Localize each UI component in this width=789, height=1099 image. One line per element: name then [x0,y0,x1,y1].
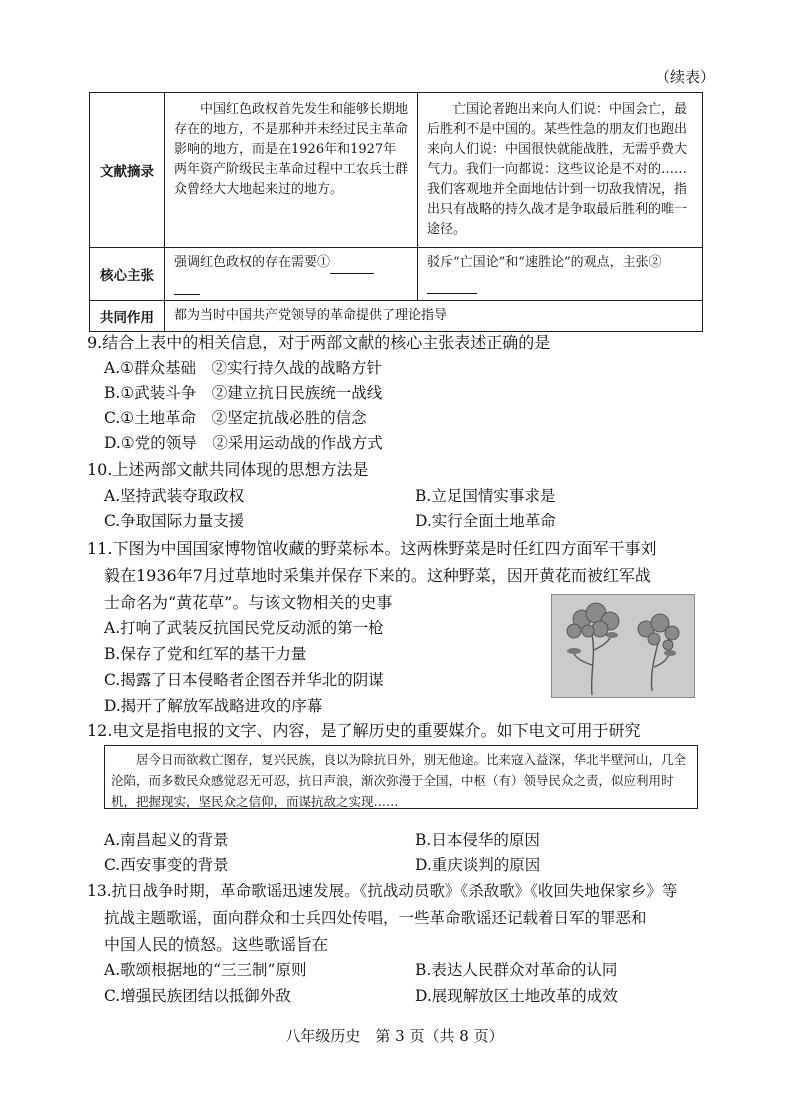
q10-option-c: C.争取国际力量支援 [104,512,245,530]
plant-specimen-image [551,594,695,698]
q11-line-3: 士命名为“黄花草”。与该文物相关的史事 [104,593,393,612]
q9-stem: 9.结合上表中的相关信息，对于两部文献的核心主张表述正确的是 [87,333,551,352]
core-right: 驳斥“亡国论”和“速胜论”的观点，主张② [418,248,703,301]
q13-line-1: 13.抗日战争时期，革命歌谣迅速发展。《抗战动员歌》《杀敌歌》《收回失地保家乡》等 [87,882,678,900]
q10-stem: 10.上述两部文献共同体现的思想方法是 [87,460,369,479]
q9-option-a: A.①群众基础 ②实行持久战的战略方针 [104,359,383,377]
continued-label: （续表） [655,68,716,86]
telegram-quote: 居今日而欲救亡图存，复兴民族，良以为除抗日外，别无他途。比来寇入益深，华北半壁河山，几全沦陷，而多数民众感觉忍无可忍，抗日声浪，渐次弥漫于全国，中枢（有）领导民众之责，似应利用时机，把握现实，坚民众之信仰，而谋抗敌之实现…… [104,745,698,809]
q9-option-d: D.①党的领导 ②采用运动战的作战方式 [104,434,383,452]
q10-option-d: D.实行全面土地革命 [415,512,556,530]
role-content: 都为当时中国共产党领导的革命提供了理论指导 [165,301,703,332]
plant-specimen-icon [552,595,694,697]
row-label-excerpt: 文献摘录 [90,93,165,248]
q13-option-d: D.展现解放区土地改革的成效 [415,987,618,1005]
q9-option-c: C.①土地革命 ②坚定抗战必胜的信念 [104,409,367,427]
q12-option-a: A.南昌起义的背景 [104,831,229,849]
q12-option-b: B.日本侵华的原因 [415,831,540,849]
q12-option-c: C.西安事变的背景 [104,856,229,874]
q11-line-2: 毅在1936年7月过草地时采集并保存下来的。这种野菜，因开黄花而被红军战 [104,566,651,585]
q13-option-b: B.表达人民群众对革命的认同 [415,961,618,979]
q11-option-a: A.打响了武装反抗国民党反动派的第一枪 [104,619,384,637]
row-label-role: 共同作用 [90,301,165,332]
excerpt-left: 中国红色政权首先发生和能够长期地存在的地方，不是那种并未经过民主革命影响的地方，而是在1926年和1927年两年资产阶级民主革命过程中工农兵士群众曾经大大地起来过的地方。 [165,93,418,248]
q13-line-2: 抗战主题歌谣，面向群众和士兵四处传唱，一些革命歌谣还记载着日军的罪恶和 [104,909,647,927]
q13-option-c: C.增强民族团结以抵御外敌 [104,987,291,1005]
q11-line-1: 11.下图为中国国家博物馆收藏的野菜标本。这两株野菜是时任红四方面军干事刘 [87,539,657,558]
q13-option-a: A.歌颂根据地的“三三制”原则 [104,961,307,979]
page-footer: 八年级历史 第 3 页（共 8 页） [285,1027,504,1045]
q10-option-b: B.立足国情实事求是 [415,487,556,505]
documents-table [89,92,703,332]
q11-option-d: D.揭开了解放军战略进攻的序幕 [104,697,323,715]
q11-option-c: C.揭露了日本侵略者企图吞并华北的阴谋 [104,671,384,689]
row-label-core: 核心主张 [90,248,165,301]
excerpt-right: 亡国论者跑出来向人们说：中国会亡，最后胜利不是中国的。某些性急的朋友们也跑出来向人们说：中国很快就能战胜，无需乎费大气力。我们一向都说：这些议论是不对的……我们客观地并全面地估计到一切敌我情况，指出只有战略的持久战才是争取最后胜利的唯一途径。 [418,93,703,248]
q12-stem: 12.电文是指电报的文字、内容，是了解历史的重要媒介。如下电文可用于研究 [87,721,641,740]
q11-option-b: B.保存了党和红军的基干力量 [104,645,307,663]
q13-line-3: 中国人民的愤怒。这些歌谣旨在 [104,935,329,954]
q10-option-a: A.坚持武装夺取政权 [104,487,245,505]
q12-option-d: D.重庆谈判的原因 [415,856,541,874]
core-left: 强调红色政权的存在需要① [165,248,418,301]
q9-option-b: B.①武装斗争 ②建立抗日民族统一战线 [104,384,383,402]
